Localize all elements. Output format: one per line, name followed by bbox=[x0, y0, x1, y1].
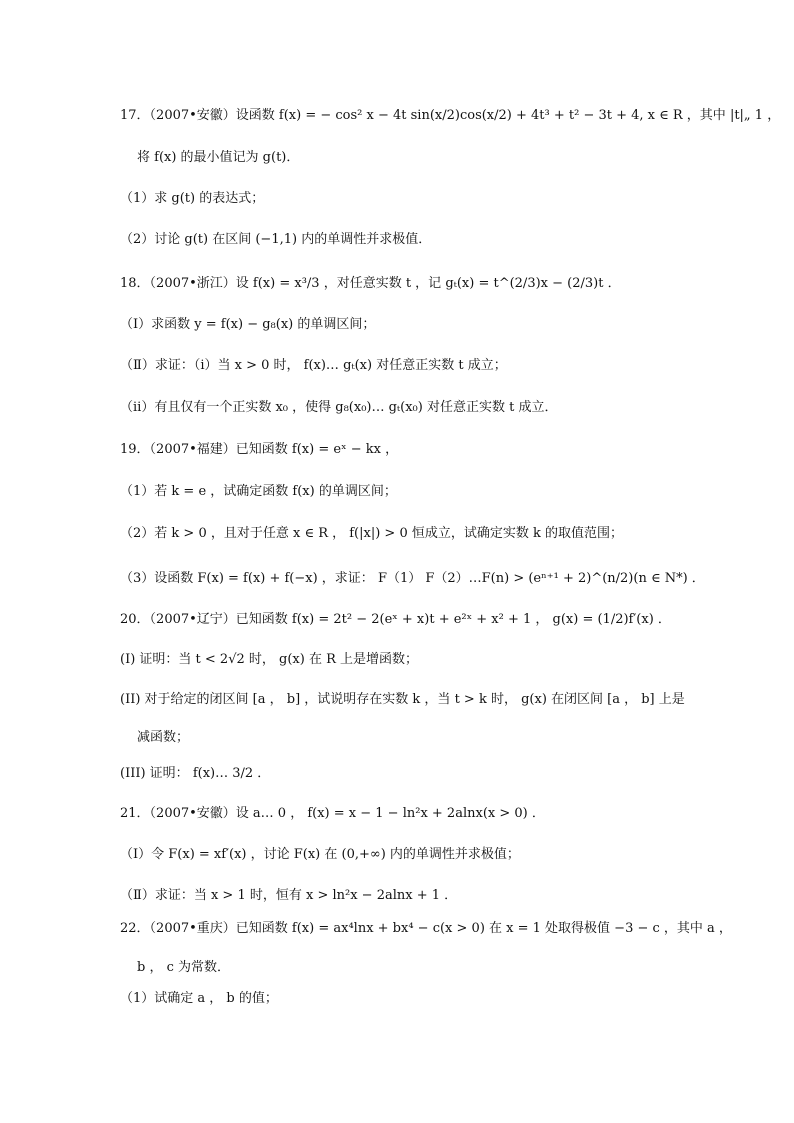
problem-line: （ⅱ）有且仅有一个正实数 x₀ ，使得 g₈(x₀)… gₜ(x₀) 对任意正实数 t 成立． bbox=[120, 400, 558, 415]
problem-line: (II) 对于给定的闭区间 [a ， b] ，试说明存在实数 k ，当 t > k 时， g(x) 在闭区间 [a ， b] 上是 bbox=[120, 692, 685, 707]
problem-line: (III) 证明： f(x)… 3/2 ． bbox=[120, 766, 271, 781]
problem-line: （2）讨论 g(t) 在区间 (−1,1) 内的单调性并求极值． bbox=[120, 232, 432, 247]
problem-line: (I) 证明：当 t < 2√2 时， g(x) 在 R 上是增函数； bbox=[120, 652, 418, 667]
problem-line: （1）求 g(t) 的表达式； bbox=[120, 191, 265, 206]
problem-line: （Ⅱ）求证：当 x > 1 时，恒有 x > ln²x − 2alnx + 1 ． bbox=[120, 888, 458, 903]
problem-line: 20．（2007•辽宁）已知函数 f(x) = 2t² − 2(eˣ + x)t + e²ˣ + x² + 1 ， g(x) = (1/2)f′(x) ． bbox=[120, 612, 671, 627]
problem-line: 21．（2007•安徽）设 a… 0 ， f(x) = x − 1 − ln²x + 2alnx(x > 0) ． bbox=[120, 806, 545, 821]
problem-line: 减函数； bbox=[137, 730, 190, 745]
problem-line: （1）若 k = e ，试确定函数 f(x) 的单调区间； bbox=[120, 484, 397, 499]
problem-line: （1）试确定 a ， b 的值； bbox=[120, 991, 278, 1006]
problem-line: （3）设函数 F(x) = f(x) + f(−x) ，求证： F（1） F（2）…F(n) > (eⁿ⁺¹ + 2)^(n/2)(n ∈ N*) ． bbox=[120, 571, 705, 586]
problem-line: 22．（2007•重庆）已知函数 f(x) = ax⁴lnx + bx⁴ − c(x > 0) 在 x = 1 处取得极值 −3 − c ，其中 a ， bbox=[120, 921, 732, 936]
problem-line: （2）若 k > 0 ，且对于任意 x ∈ R ， f(|x|) > 0 恒成立，试确定实数 k 的取值范围； bbox=[120, 526, 623, 541]
problem-line: 17．（2007•安徽）设函数 f(x) = − cos² x − 4t sin(x/2)cos(x/2) + 4t³ + t² − 3t + 4, x ∈ R ，其中 |t|„ 1 ， bbox=[120, 108, 781, 123]
problem-line: （Ⅱ）求证：（ⅰ）当 x > 0 时， f(x)… gₜ(x) 对任意正实数 t 成立； bbox=[120, 358, 507, 373]
problem-line: 将 f(x) 的最小值记为 g(t)． bbox=[137, 150, 300, 165]
problem-line: （Ⅰ）求函数 y = f(x) − g₈(x) 的单调区间； bbox=[120, 317, 376, 332]
problem-line: 18．（2007•浙江）设 f(x) = x³/3 ，对任意实数 t ，记 gₜ(x) = t^(2/3)x − (2/3)t ． bbox=[120, 276, 621, 291]
problem-line: b ， c 为常数． bbox=[137, 960, 230, 975]
problem-line: 19．（2007•福建）已知函数 f(x) = eˣ − kx ， bbox=[120, 442, 399, 457]
problem-line: （Ⅰ）令 F(x) = xf′(x) ，讨论 F(x) 在 (0,+∞) 内的单调性并求极值； bbox=[120, 847, 520, 862]
